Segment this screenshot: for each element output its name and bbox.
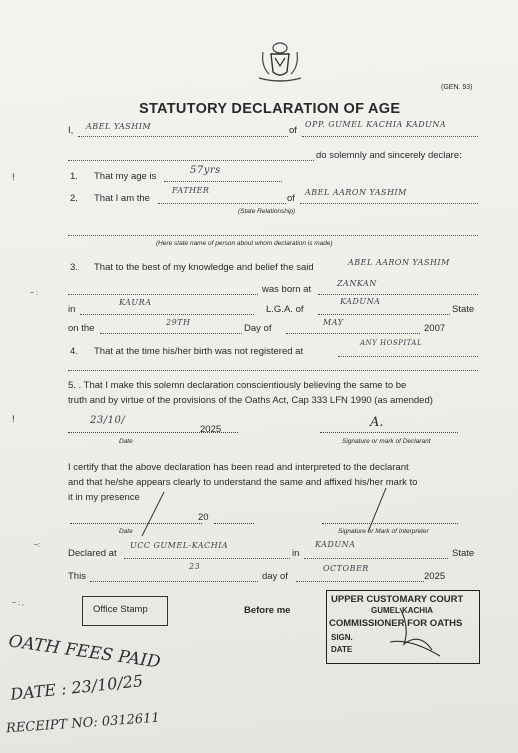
certify-line1: I certify that the above declaration has been read and interpreted to the declarant xyxy=(68,462,409,473)
declared-place-line xyxy=(124,558,290,559)
hospital-value: ANY HOSPITAL xyxy=(360,339,423,347)
interpreter-year: 20 xyxy=(198,512,209,523)
item5-line2: truth and by virtue of the provisions of the Oaths Act, Cap 333 LFN 1990 (as amended) xyxy=(68,395,433,406)
declarant-address-line xyxy=(302,136,478,137)
month-value: MAY xyxy=(323,318,344,327)
interpreter-signature-line xyxy=(322,523,458,524)
coat-of-arms-emblem xyxy=(253,38,307,84)
interpreter-year-line xyxy=(214,523,254,524)
declared-state-line xyxy=(304,558,448,559)
relationship-line xyxy=(158,203,286,204)
court-stamp-line1: UPPER CUSTOMARY COURT xyxy=(331,594,464,605)
person-value: ABEL AARON YASHIM xyxy=(305,188,407,197)
declared-in-label: in xyxy=(292,548,300,559)
declared-state-label: State xyxy=(452,548,475,559)
handnote-line3: RECEIPT NO: 0312611 xyxy=(5,710,161,737)
item3-label: That to the best of my knowledge and belief the said xyxy=(94,262,314,273)
item2-number: 2. xyxy=(70,193,78,204)
day-of-label: Day of xyxy=(244,323,272,334)
court-stamp-line3: COMMISSIONER FOR OATHS xyxy=(329,618,463,629)
declarant-signature-caption: Signature or mark of Declarant xyxy=(342,438,431,445)
on-the-label: on the xyxy=(68,323,95,334)
item1-number: 1. xyxy=(70,171,78,182)
state-line xyxy=(318,314,450,315)
declared-at-label: Declared at xyxy=(68,548,117,559)
form-code: (GEN. 93) xyxy=(441,84,473,91)
day-of-label-2: day of xyxy=(262,571,288,582)
before-me-label: Before me xyxy=(244,605,291,616)
born-at-label: was born at xyxy=(262,284,312,295)
court-stamp-line5: DATE xyxy=(331,645,353,654)
certify-line3: it in my presence xyxy=(68,492,140,503)
month-line xyxy=(286,333,420,334)
declarant-prefix: I, xyxy=(68,125,74,136)
court-stamp-line2: GUMEL KACHIA xyxy=(371,606,434,615)
margin-scribble: ~ : xyxy=(30,290,38,297)
age-line xyxy=(164,181,282,182)
page-title: STATUTORY DECLARATION OF AGE xyxy=(139,101,401,117)
age-value: 57yrs xyxy=(190,165,221,176)
in-label: in xyxy=(68,304,76,315)
item2-of-label: of xyxy=(287,193,295,204)
stamp-signature xyxy=(380,598,450,662)
margin-scribble-2: ~: xyxy=(34,542,41,549)
declared-state: KADUNA xyxy=(315,540,356,549)
day-line xyxy=(100,333,242,334)
lga-line xyxy=(80,314,254,315)
item5-line1: 5. . That I make this solemn declaration conscientiously believing the same to be xyxy=(68,380,407,391)
this-day-value: 23 xyxy=(189,562,201,571)
item3-number: 3. xyxy=(70,262,78,273)
this-year: 2025 xyxy=(424,571,446,582)
item1-label: That my age is xyxy=(94,171,157,182)
declared-place: UCC GUMEL-KACHIA xyxy=(130,541,229,550)
court-stamp-line4: SIGN. xyxy=(331,633,353,642)
lga-value: KAURA xyxy=(119,298,152,307)
birth-year: 2007 xyxy=(424,323,446,334)
lga-label: L.G.A. of xyxy=(266,304,304,315)
declarant-signature: A. xyxy=(370,415,384,430)
this-month-line xyxy=(296,581,424,582)
born-at-value: ZANKAN xyxy=(337,279,377,288)
margin-mark: ! xyxy=(12,172,15,183)
interp-date-caption: Date xyxy=(119,528,133,535)
item4-label: That at the time his/her birth was not registered at xyxy=(94,346,304,357)
blank-line xyxy=(68,235,478,236)
item4-number: 4. xyxy=(70,346,78,357)
declarant-signature-line xyxy=(320,432,458,433)
born-line-1 xyxy=(68,294,258,295)
declarant-year: 2025 xyxy=(200,424,222,435)
handnote-line1: OATH FEES PAID xyxy=(7,631,162,673)
office-stamp-label: Office Stamp xyxy=(93,604,148,615)
item3-person: ABEL AARON YASHIM xyxy=(348,258,450,267)
handnote-line2: DATE : 23/10/25 xyxy=(9,671,144,704)
declarant-date-value: 23/10/ xyxy=(90,415,126,426)
hospital-line xyxy=(338,356,478,357)
relationship-caption: (State Relationship) xyxy=(238,208,296,215)
declarant-name: ABEL YASHIM xyxy=(86,122,152,131)
declarant-address: OPP. GUMEL KACHIA KADUNA xyxy=(305,120,447,129)
person-note: (Here state name of person about whom declaration is made) xyxy=(156,240,333,247)
certify-line2: and that he/she appears clearly to understand the same and affixed his/her mark to xyxy=(68,477,418,488)
margin-mark-2: ! xyxy=(12,414,15,425)
item2-label: That I am the xyxy=(94,193,150,204)
declare-suffix: do solemnly and sincerely declare: xyxy=(316,150,462,161)
interpreter-date-line xyxy=(70,523,202,524)
relationship-value: FATHER xyxy=(172,186,210,195)
this-day-line xyxy=(90,581,258,582)
state-value: KADUNA xyxy=(340,297,381,306)
state-label: State xyxy=(452,304,475,315)
this-month-value: OCTOBER xyxy=(323,564,369,573)
interpreter-signature-caption: Signature or Mark of Interpreter xyxy=(338,528,429,535)
of-label: of xyxy=(289,125,297,136)
blank-line-2 xyxy=(68,370,478,371)
margin-scribble-3: ~ : , xyxy=(12,600,24,607)
declarant-name-line xyxy=(78,136,288,137)
date-caption: Date xyxy=(119,438,133,445)
address-line-2 xyxy=(68,160,314,161)
born-at-line xyxy=(318,294,478,295)
person-line xyxy=(300,203,478,204)
day-value: 29TH xyxy=(166,318,191,327)
this-label: This xyxy=(68,571,86,582)
